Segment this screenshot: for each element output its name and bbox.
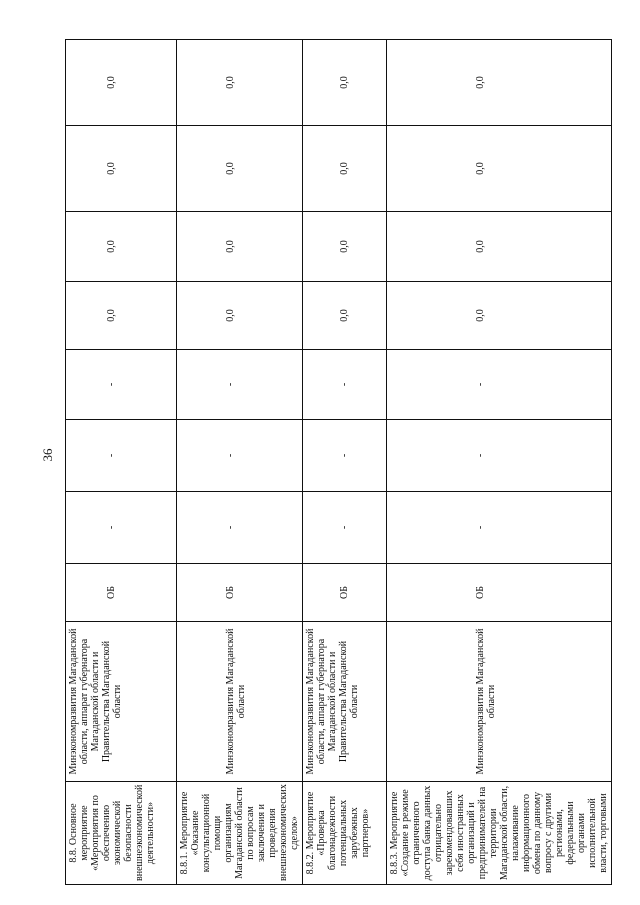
value-cell: - [66, 492, 177, 564]
value-cell: 0,0 [177, 40, 303, 126]
value-cell: 0,0 [387, 212, 612, 282]
executor-cell: Минэкономразвития Магаданской области [177, 622, 303, 782]
value-cell: 0,0 [387, 282, 612, 350]
value-cell: - [387, 420, 612, 492]
value-cell: 0,0 [66, 126, 177, 212]
value-cell: - [177, 350, 303, 420]
value-cell: - [177, 492, 303, 564]
funding-source-cell: ОБ [303, 564, 387, 622]
value-cell: 0,0 [303, 212, 387, 282]
activity-name-cell: 8.8.1. Мероприятие «Оказание консультационной помощи организациям Магаданской области по вопросам заключения и проведения внешнеэкономических сделок» [177, 782, 303, 885]
table-row [303, 40, 387, 885]
executor-cell: Минэкономразвития Магаданской области, аппарат губернатора Магаданской области и Правительства Магаданской области [303, 622, 387, 782]
value-cell: 0,0 [387, 126, 612, 212]
value-cell: - [66, 420, 177, 492]
value-cell: - [387, 350, 612, 420]
activity-name-cell: 8.8.3. Мероприятие «Создание в режиме ограниченного доступа банка данных отрицательно зарекомендовавших себя иностранных организаций и предпринимателей на территории Магаданской области, налаживание информационного обмена по данному вопросу с другими регионами, федеральными органами исполнительной власти, торговыми [387, 782, 612, 885]
value-cell: 0,0 [66, 212, 177, 282]
page-number: 36 [40, 448, 55, 462]
table-row [66, 40, 177, 885]
value-cell: 0,0 [303, 40, 387, 126]
value-cell: - [303, 492, 387, 564]
value-cell: 0,0 [66, 282, 177, 350]
value-cell: 0,0 [177, 126, 303, 212]
value-cell: - [66, 350, 177, 420]
funding-source-cell: ОБ [387, 564, 612, 622]
program-activities-table [65, 39, 612, 885]
table-row [177, 40, 303, 885]
rotated-table-container [65, 40, 609, 885]
value-cell: - [303, 420, 387, 492]
table-row [387, 40, 612, 885]
value-cell: 0,0 [66, 40, 177, 126]
executor-cell: Минэкономразвития Магаданской области, аппарат губернатора Магаданской области и Правительства Магаданской области [66, 622, 177, 782]
value-cell: - [303, 350, 387, 420]
value-cell: 0,0 [177, 212, 303, 282]
value-cell: 0,0 [303, 126, 387, 212]
funding-source-cell: ОБ [177, 564, 303, 622]
activity-name-cell: 8.8.2. Мероприятие «Проверка благонадежности потенциальных зарубежных партнеров» [303, 782, 387, 885]
value-cell: - [177, 420, 303, 492]
value-cell: 0,0 [177, 282, 303, 350]
funding-source-cell: ОБ [66, 564, 177, 622]
executor-cell: Минэкономразвития Магаданской области [387, 622, 612, 782]
activity-name-cell: 8.8. Основное мероприятие «Мероприятия по обеспечению экономической безопасности внешнеэкономической деятельности» [66, 782, 177, 885]
table-region [65, 40, 609, 885]
value-cell: 0,0 [387, 40, 612, 126]
value-cell: - [387, 492, 612, 564]
value-cell: 0,0 [303, 282, 387, 350]
